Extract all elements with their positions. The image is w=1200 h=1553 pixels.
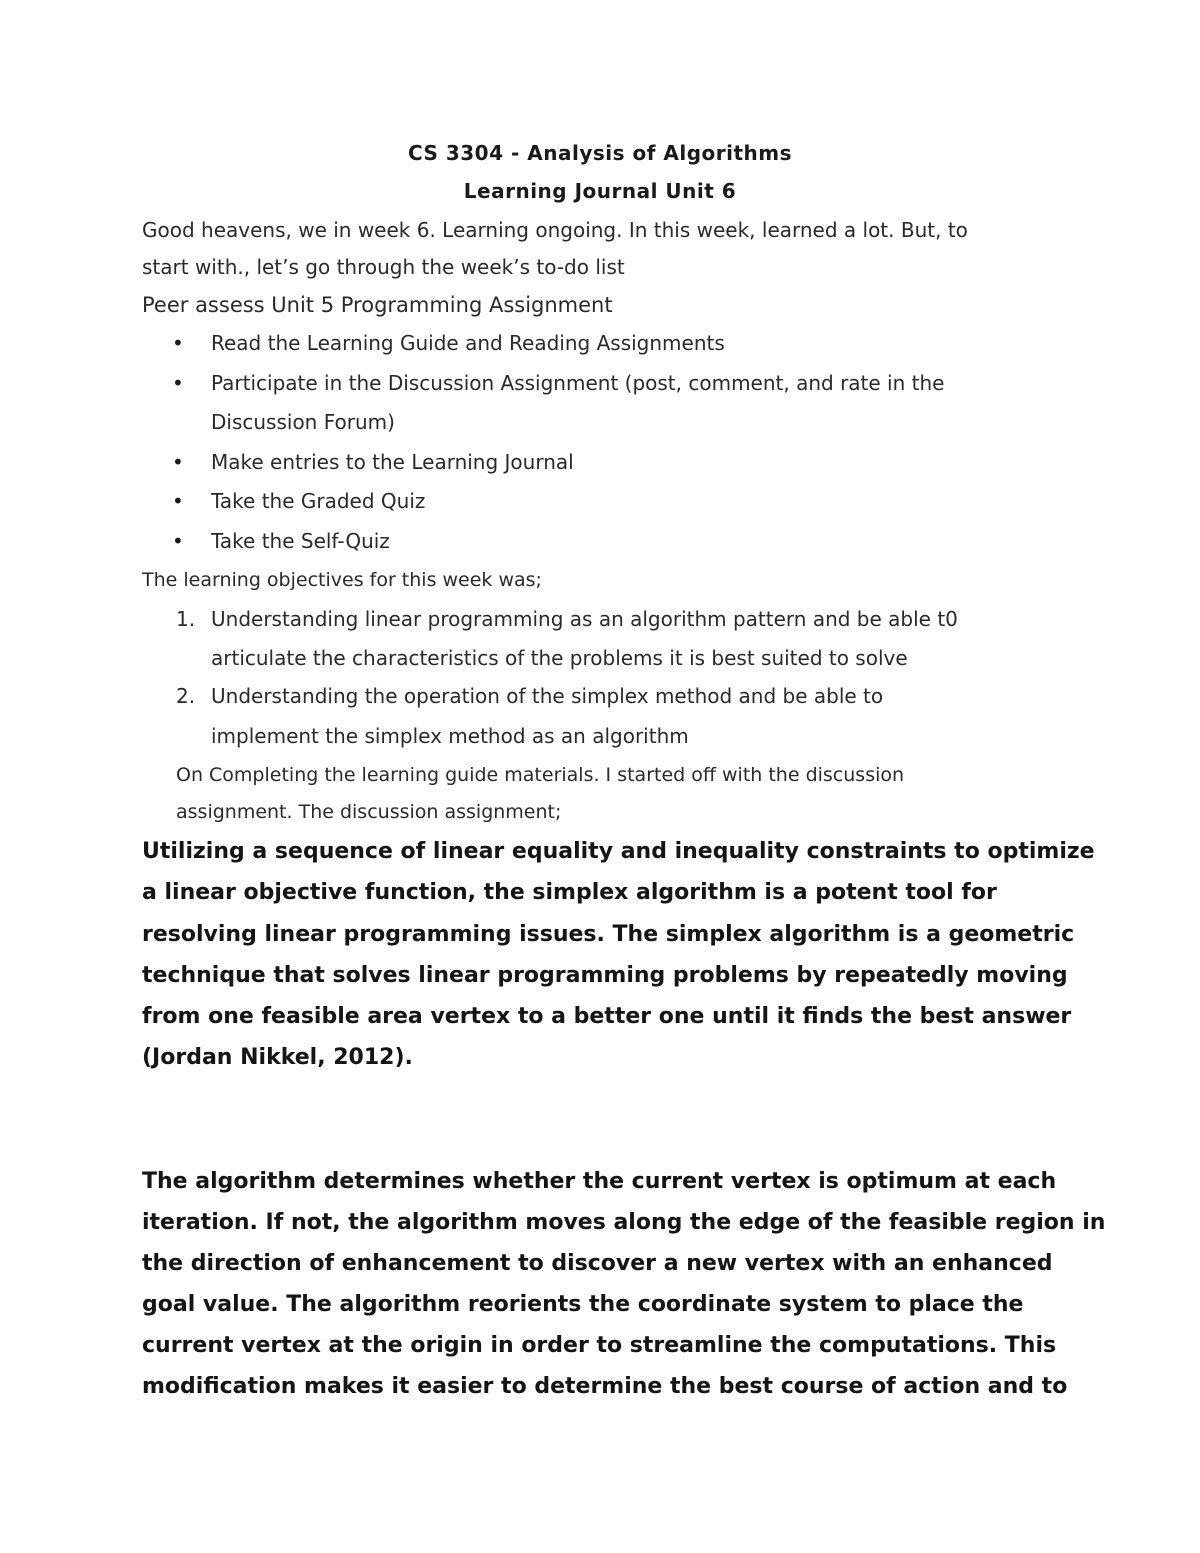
- todo-item: Take the Self-Quiz: [211, 529, 390, 553]
- bullet-marker: •: [172, 371, 184, 395]
- todo-item: Participate in the Discussion Assignment (post, comment, and rate in the: [211, 371, 945, 395]
- paragraph-line: a linear objective function, the simplex algorithm is a potent tool for: [142, 880, 997, 905]
- todo-item-continued: Discussion Forum): [211, 410, 395, 434]
- bullet-marker: •: [172, 529, 184, 553]
- objectives-heading: The learning objectives for this week was;: [142, 569, 542, 591]
- paragraph-line: technique that solves linear programming problems by repeatedly moving: [142, 963, 1068, 988]
- paragraph-line: iteration. If not, the algorithm moves along the edge of the feasible region in: [142, 1210, 1106, 1235]
- todo-item: Make entries to the Learning Journal: [211, 450, 574, 474]
- bullet-marker: •: [172, 450, 184, 474]
- paragraph-line: from one feasible area vertex to a better one until it finds the best answer: [142, 1004, 1072, 1029]
- objective-line: implement the simplex method as an algorithm: [211, 724, 689, 748]
- paragraph-line: the direction of enhancement to discover a new vertex with an enhanced: [142, 1251, 1053, 1276]
- list-number: 1.: [176, 607, 196, 631]
- completion-line-1: On Completing the learning guide materials. I started off with the discussion: [176, 764, 905, 786]
- paragraph-line: goal value. The algorithm reorients the coordinate system to place the: [142, 1292, 1024, 1317]
- paragraph-line: resolving linear programming issues. The simplex algorithm is a geometric: [142, 922, 1075, 947]
- bullet-marker: •: [172, 331, 184, 355]
- todo-item: Take the Graded Quiz: [211, 489, 426, 513]
- paragraph-line: (Jordan Nikkel, 2012).: [142, 1045, 413, 1070]
- objective-line: articulate the characteristics of the problems it is best suited to solve: [211, 646, 908, 670]
- document-title: CS 3304 - Analysis of Algorithms: [407, 141, 793, 165]
- todo-heading: Peer assess Unit 5 Programming Assignment: [142, 293, 613, 317]
- paragraph-line: Utilizing a sequence of linear equality and inequality constraints to optimize: [142, 839, 1095, 864]
- todo-item: Read the Learning Guide and Reading Assignments: [211, 331, 725, 355]
- paragraph-line: modification makes it easier to determine the best course of action and to: [142, 1374, 1068, 1399]
- paragraph-line: The algorithm determines whether the current vertex is optimum at each: [142, 1169, 1057, 1194]
- completion-line-2: assignment. The discussion assignment;: [176, 801, 562, 823]
- intro-line-2: start with., let’s go through the week’s to-do list: [142, 255, 625, 279]
- objective-line: Understanding the operation of the simplex method and be able to: [211, 684, 884, 708]
- list-number: 2.: [176, 684, 196, 708]
- objective-line: Understanding linear programming as an algorithm pattern and be able t0: [211, 607, 958, 631]
- intro-line-1: Good heavens, we in week 6. Learning ongoing. In this week, learned a lot. But, to: [142, 218, 968, 242]
- document-subtitle: Learning Journal Unit 6: [463, 179, 737, 203]
- paragraph-line: current vertex at the origin in order to streamline the computations. This: [142, 1333, 1057, 1358]
- bullet-marker: •: [172, 489, 184, 513]
